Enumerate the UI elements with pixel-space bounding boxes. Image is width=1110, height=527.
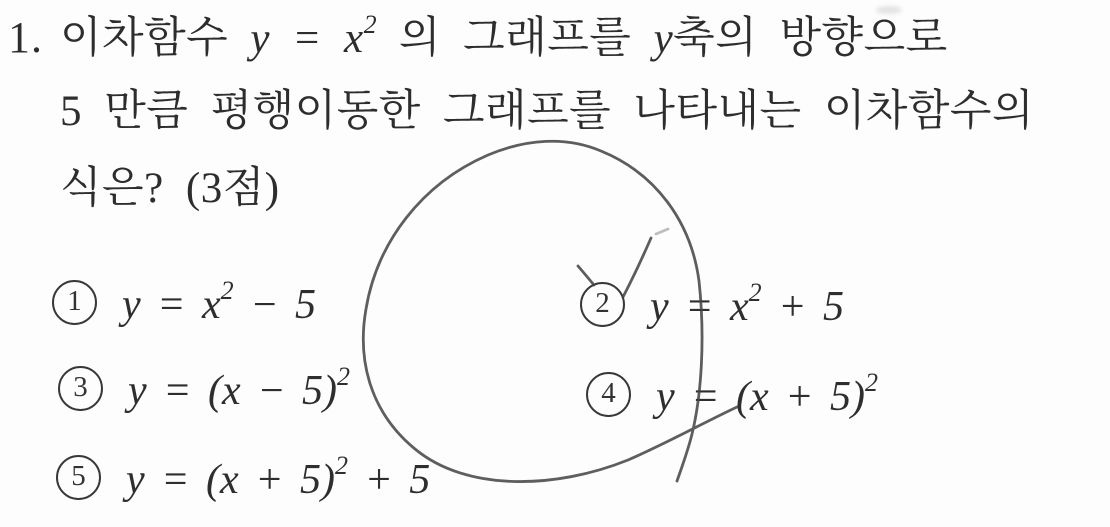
option-5-formula: [126, 451, 430, 504]
math-run: x: [219, 457, 239, 503]
superscript: 2: [220, 276, 234, 305]
text-run: 의 그래프를: [376, 15, 654, 62]
math-run: = (: [146, 368, 222, 414]
math-run: x: [749, 374, 769, 420]
option-2-formula: [650, 278, 844, 331]
option-1-formula: [122, 276, 316, 329]
superscript: 2: [336, 362, 350, 391]
question-line-1: [60, 10, 1106, 65]
option-3: [58, 362, 350, 415]
math-run: + 5): [238, 457, 335, 503]
math-run: + 5: [761, 284, 844, 330]
superscript: 2: [748, 278, 762, 307]
math-run: =: [270, 15, 345, 62]
superscript: 2: [864, 368, 878, 397]
superscript: 2: [363, 10, 377, 39]
math-run: y: [126, 457, 145, 503]
math-run: − 5: [233, 282, 316, 328]
math-run: y: [250, 15, 270, 62]
question-number: 1.: [8, 13, 43, 62]
option-1: [52, 276, 316, 329]
math-run: y: [653, 15, 674, 62]
option-4-formula: [656, 368, 878, 421]
math-run: + 5): [768, 374, 865, 420]
text-run: 식은?: [60, 165, 186, 212]
option-3-marker: 3: [58, 366, 103, 411]
option-4: [586, 368, 878, 421]
math-run: y: [656, 374, 675, 420]
math-run: y: [128, 368, 147, 414]
option-4-marker: 4: [586, 372, 631, 417]
text-run: 축의 방향으로: [673, 15, 948, 62]
math-run: x: [344, 15, 364, 62]
question-line-3: [60, 164, 1106, 215]
math-run: = (: [144, 457, 220, 503]
math-run: + 5: [347, 457, 431, 503]
math-run: y: [650, 284, 669, 330]
check-mark-faint-dash: [656, 229, 668, 234]
question-line-2: [60, 87, 1106, 138]
math-run: x: [730, 284, 749, 330]
math-run: = (: [674, 374, 750, 420]
option-2-marker: 2: [580, 282, 625, 327]
math-run: =: [668, 284, 730, 330]
option-2: [580, 278, 844, 331]
option-3-formula: [128, 362, 350, 415]
math-run: − 5): [240, 368, 337, 414]
math-run: x: [221, 368, 241, 414]
option-5: [56, 451, 430, 504]
option-5-marker: 5: [56, 455, 101, 500]
option-1-marker: 1: [52, 280, 97, 325]
math-run: y: [122, 282, 141, 328]
text-run: 이차함수: [60, 15, 251, 62]
math-run: x: [202, 282, 221, 328]
math-run: =: [140, 282, 202, 328]
superscript: 2: [334, 451, 348, 480]
text-run: 5 만큼 평행이동한 그래프를 나타내는 이차함수의: [60, 88, 1035, 135]
text-run: (3점): [185, 165, 280, 212]
